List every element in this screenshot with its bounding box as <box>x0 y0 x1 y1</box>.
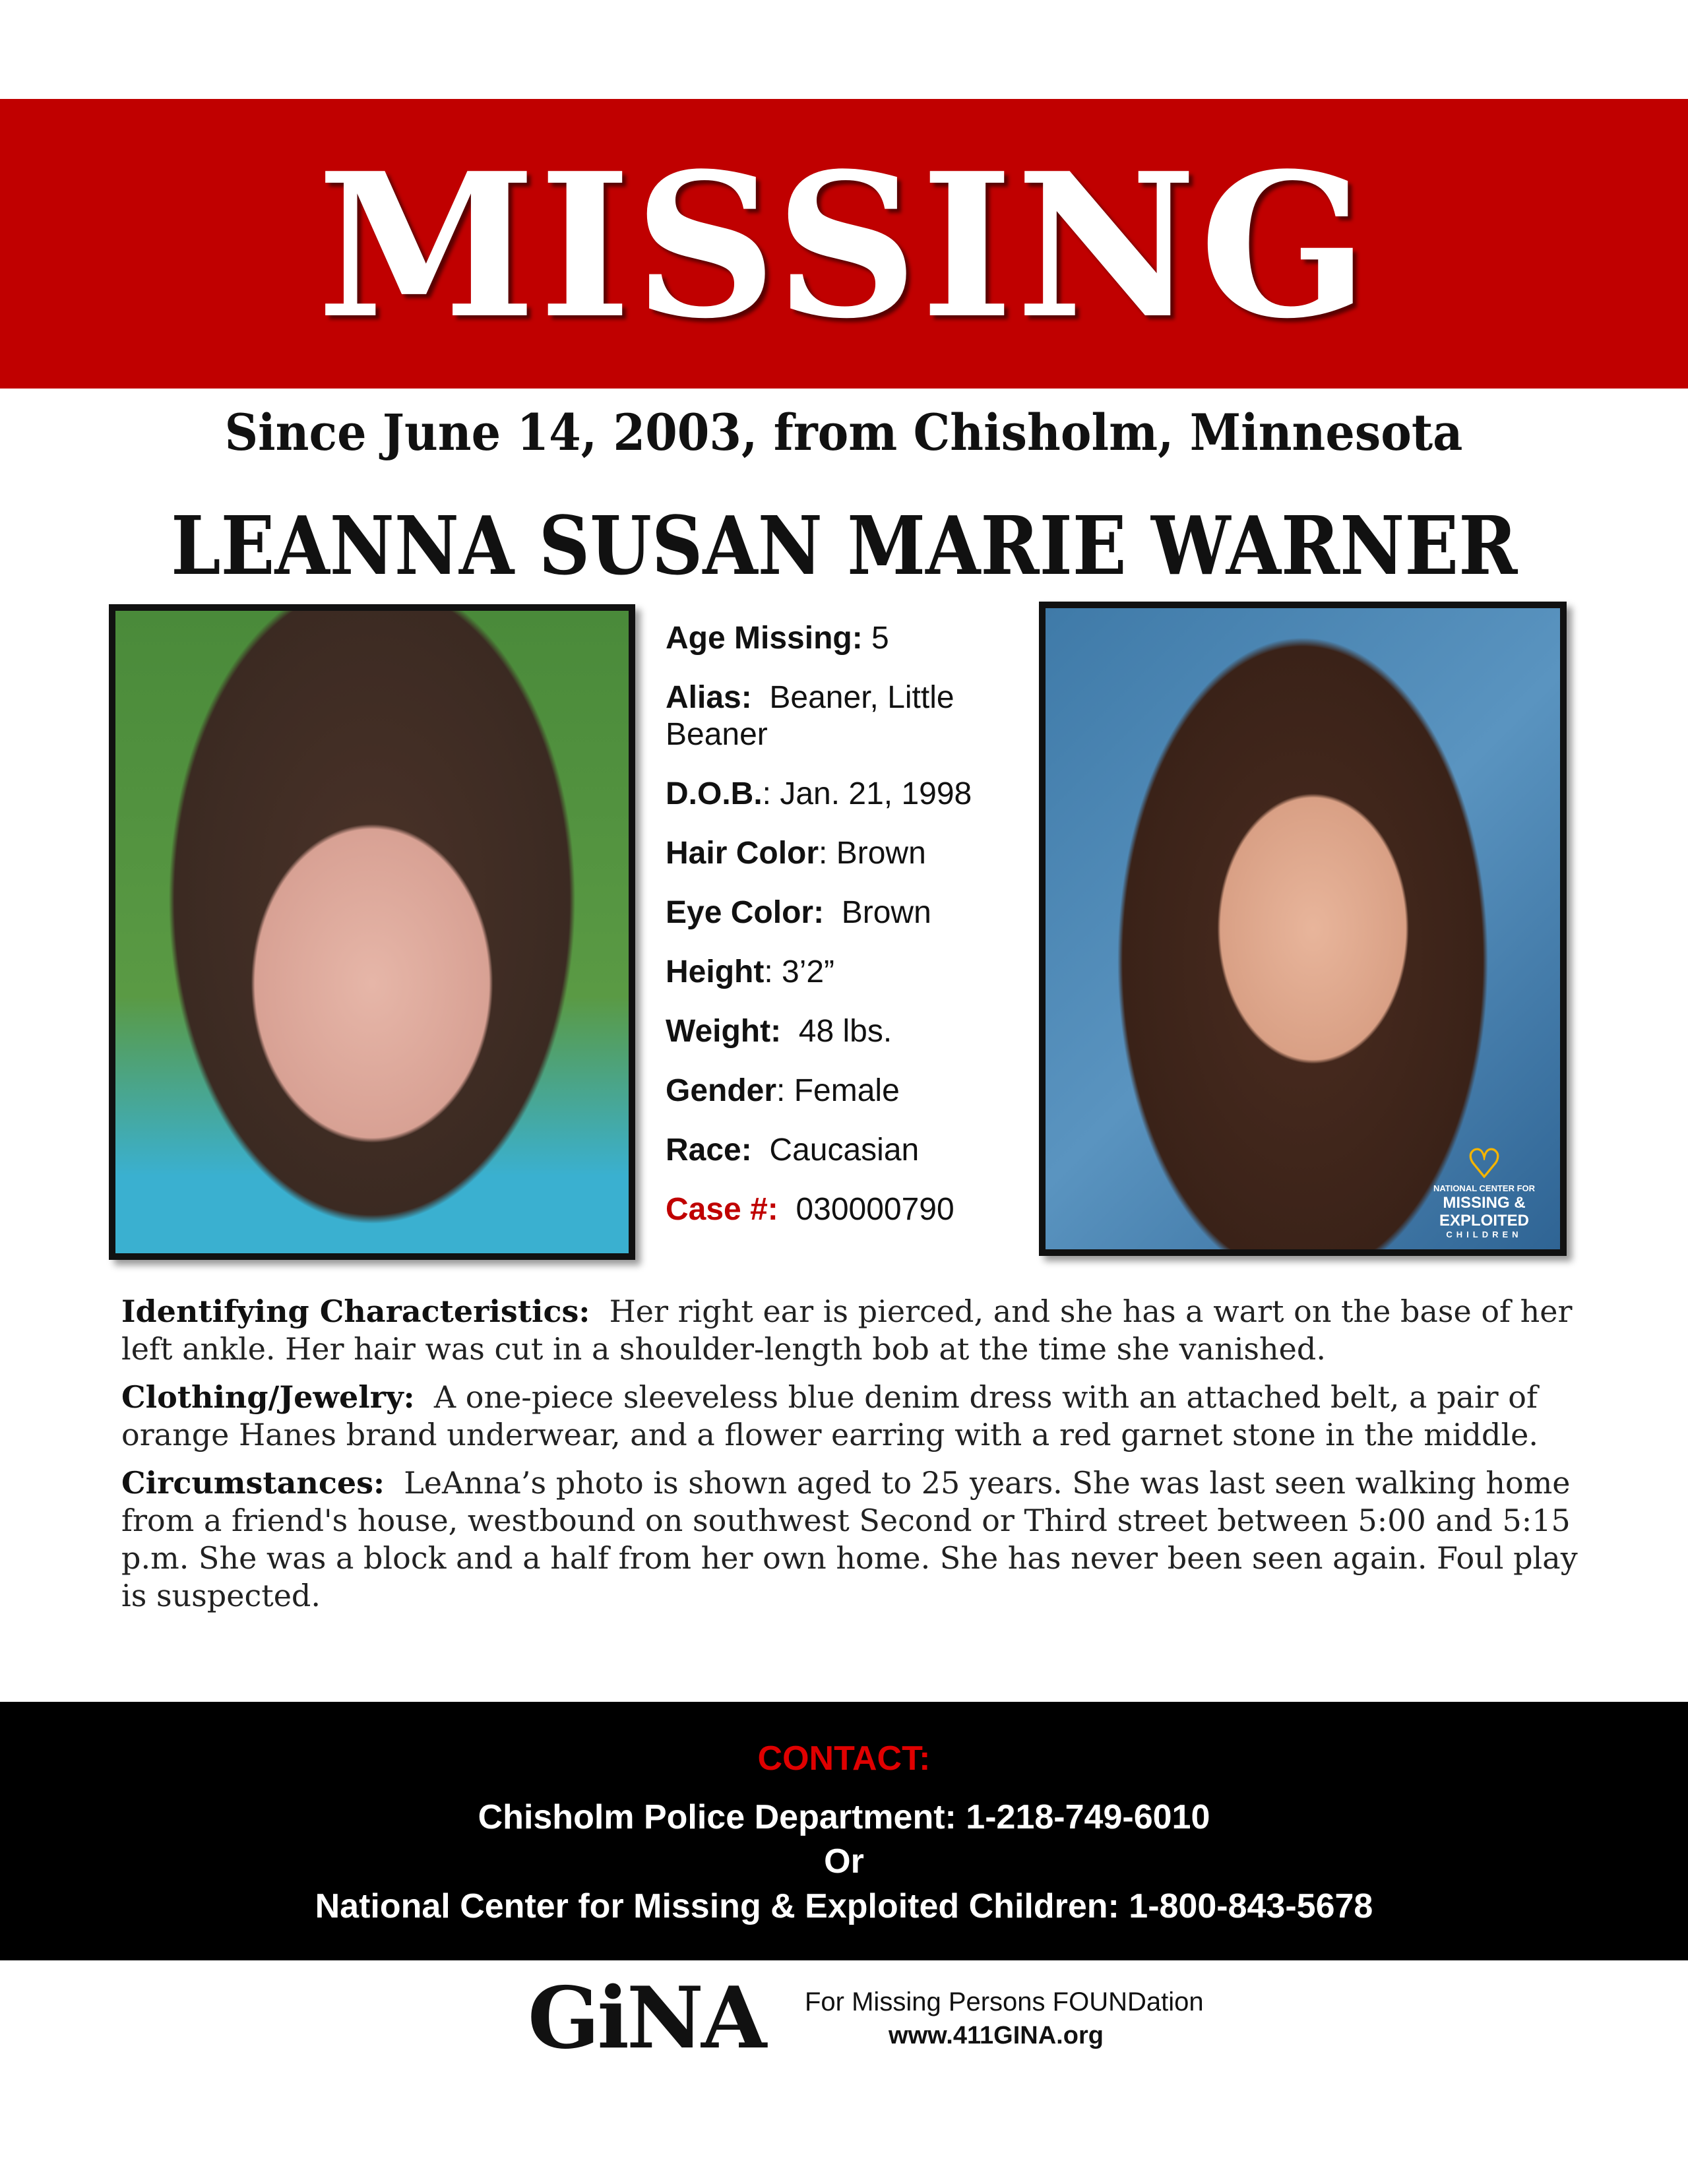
circumstances <box>121 1464 1579 1615</box>
description <box>121 1293 1579 1625</box>
detail-value: 48 lbs. <box>798 1014 892 1049</box>
detail-label: Race: <box>666 1133 752 1168</box>
person-name-line <box>0 496 1688 595</box>
detail-alias <box>666 679 1035 753</box>
detail-value: : Female <box>776 1073 900 1108</box>
detail-weight <box>666 1013 1035 1050</box>
missing-title: MISSING <box>317 129 1371 362</box>
detail-label: Hair Color <box>666 836 819 871</box>
missing-since-line <box>0 400 1688 466</box>
gina-logo <box>528 1969 1204 2068</box>
detail-height <box>666 954 1035 991</box>
detail-case <box>666 1191 1035 1228</box>
paragraph-label: Identifying Characteristics: <box>121 1294 590 1329</box>
detail-age <box>666 620 1035 657</box>
person-name: LEANNA SUSAN MARIE WARNER <box>170 498 1518 593</box>
detail-value: Beaner, Little Beaner <box>666 680 954 752</box>
details-list <box>666 620 1035 1251</box>
detail-value: : Jan. 21, 1998 <box>762 776 972 811</box>
ncmec-logo-line: NATIONAL CENTER FOR <box>1433 1183 1536 1193</box>
paragraph-text: A one-piece sleeveless blue denim dress with an attached belt, a pair of orange Hanes brand underwear, and a flower earring with a red garnet stone in the middle. <box>121 1379 1539 1452</box>
paragraph-label: Clothing/Jewelry: <box>121 1379 415 1415</box>
gina-logo-mark: GiNA <box>528 1969 765 2068</box>
age-progressed-photo <box>1039 602 1567 1256</box>
ncmec-logo-line: MISSING & <box>1443 1193 1526 1212</box>
clothing-jewelry <box>121 1379 1579 1454</box>
detail-value: Brown <box>841 895 931 930</box>
detail-value: Caucasian <box>769 1133 920 1168</box>
contact-band <box>0 1702 1688 1960</box>
detail-value: : 3’2” <box>764 954 835 989</box>
detail-eye <box>666 894 1035 931</box>
paragraph-text: LeAnna’s photo is shown aged to 25 years. She was last seen walking home from a friend's house, westbound on southwest Second or Third street between 5:00 and 5:15 p.m. She was a block and a half from her own home. She has never been seen again. Foul play is suspected. <box>121 1465 1578 1613</box>
detail-label: Weight: <box>666 1014 782 1049</box>
detail-label: D.O.B. <box>666 776 763 811</box>
detail-gender <box>666 1073 1035 1109</box>
identifying-characteristics <box>121 1293 1579 1368</box>
contact-heading: CONTACT: <box>757 1739 931 1778</box>
detail-label: Alias: <box>666 680 752 715</box>
detail-value: 030000790 <box>796 1192 954 1227</box>
detail-label: Eye Color: <box>666 895 825 930</box>
detail-label: Case #: <box>666 1192 778 1227</box>
detail-label: Height <box>666 954 765 989</box>
paragraph-text: Her right ear is pierced, and she has a wart on the base of her left ankle. Her hair was cut in a shoulder-length bob at the time she vanished. <box>121 1294 1573 1367</box>
missing-since: Since June 14, 2003, from Chisholm, Minnesota <box>225 403 1463 462</box>
detail-value: : Brown <box>819 836 926 871</box>
detail-label: Age Missing: <box>666 621 863 656</box>
gina-url[interactable]: www.411GINA.org <box>889 2022 1104 2049</box>
contact-police: Chisholm Police Department: 1-218-749-6010 <box>478 1798 1210 1836</box>
child-photo <box>109 604 635 1260</box>
detail-dob <box>666 776 1035 813</box>
detail-label: Gender <box>666 1073 777 1108</box>
detail-value: 5 <box>871 621 889 656</box>
contact-ncmec: National Center for Missing & Exploited Children: 1-800-843-5678 <box>315 1887 1373 1925</box>
contact-or: Or <box>824 1842 864 1881</box>
paragraph-label: Circumstances: <box>121 1465 385 1501</box>
gina-tagline: For Missing Persons FOUNDation <box>805 1987 1204 2016</box>
ncmec-logo <box>1422 1141 1547 1240</box>
ncmec-logo-line: CHILDREN <box>1446 1230 1522 1240</box>
detail-hair <box>666 835 1035 872</box>
ncmec-logo-line: EXPLOITED <box>1439 1212 1530 1230</box>
heart-icon: ♡ <box>1466 1141 1502 1186</box>
detail-race <box>666 1132 1035 1169</box>
